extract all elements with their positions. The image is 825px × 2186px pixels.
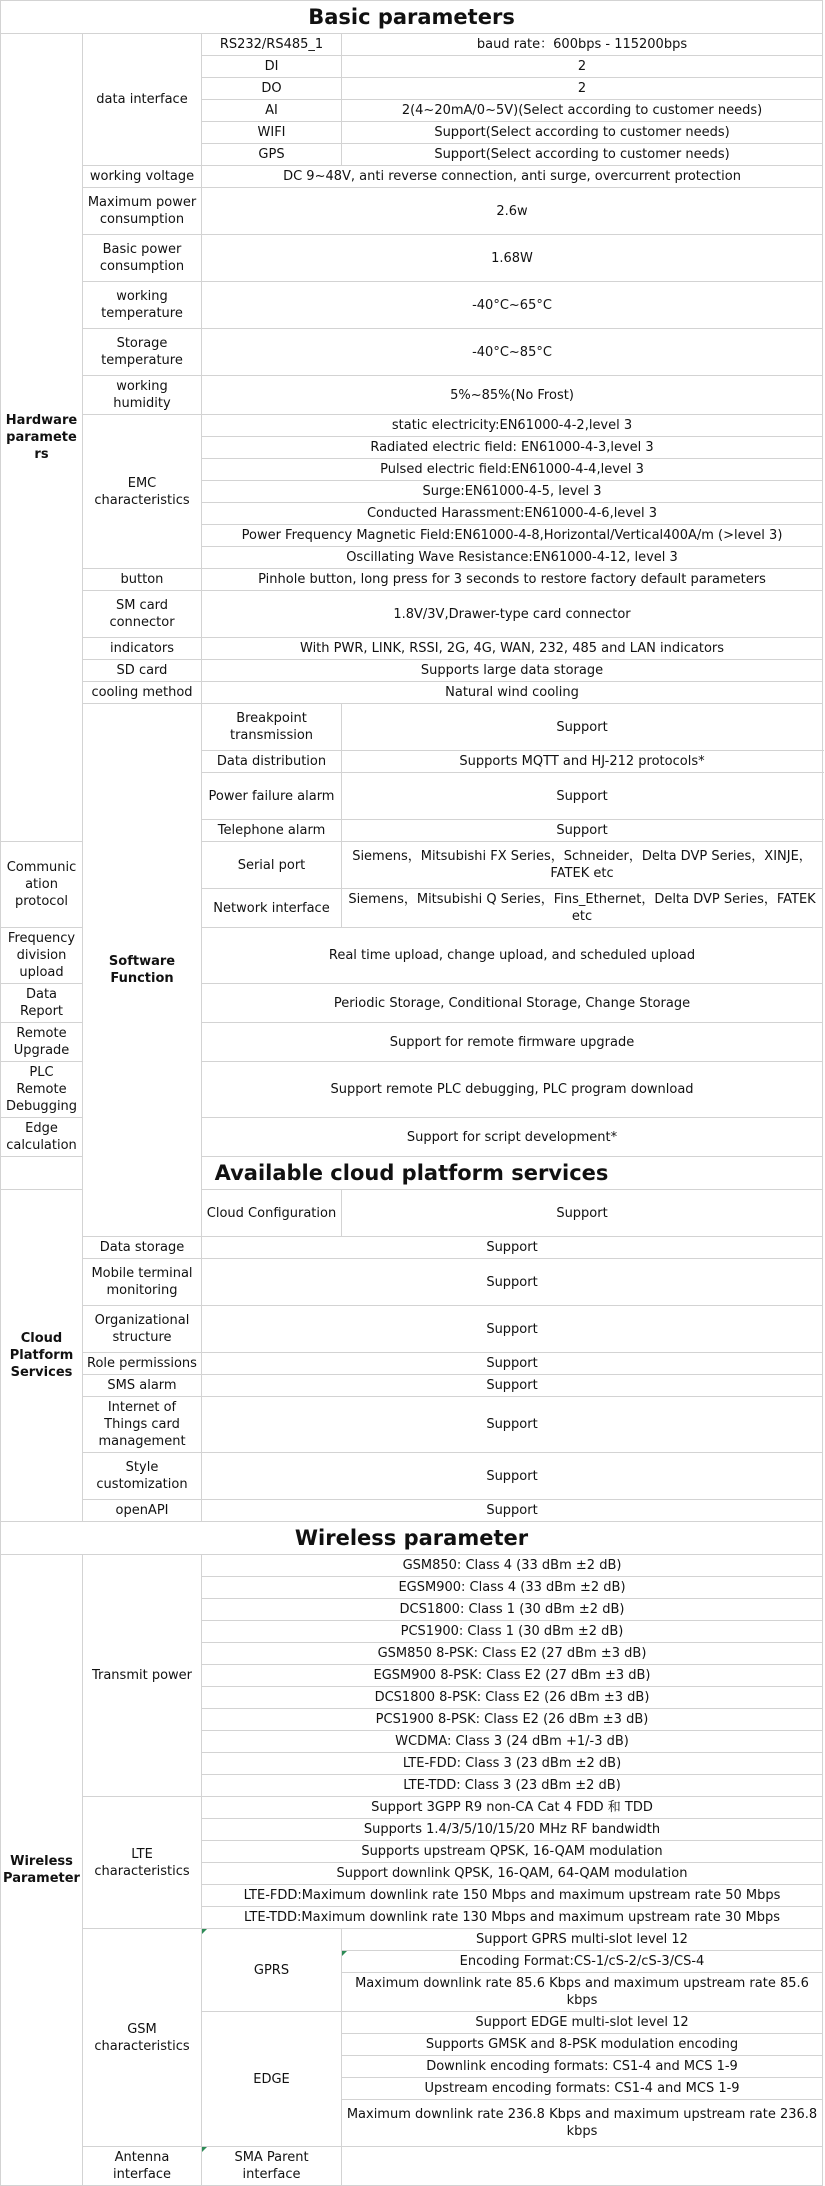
interface-name: RS232/RS485_1 bbox=[202, 34, 342, 56]
row-value: Support bbox=[342, 1190, 823, 1237]
category-wireless: Wireless Parameter bbox=[1, 1555, 83, 2186]
interface-name: AI bbox=[202, 100, 342, 122]
emc-value: Radiated electric field: EN61000-4-3,level 3 bbox=[202, 437, 823, 459]
interface-name: DI bbox=[202, 56, 342, 78]
row-label: Antenna interface bbox=[83, 2147, 202, 2186]
table-row bbox=[1, 188, 823, 235]
row-value: Support for remote firmware upgrade bbox=[202, 1023, 823, 1062]
table-row bbox=[1, 1555, 823, 1577]
row-value: Pinhole button, long press for 3 seconds to restore factory default parameters bbox=[202, 569, 823, 591]
row-label: working temperature bbox=[83, 282, 202, 329]
row-value: With PWR, LINK, RSSI, 2G, 4G, WAN, 232, 485 and LAN indicators bbox=[202, 638, 823, 660]
row-label: Data storage bbox=[83, 1237, 202, 1259]
category-hardware: Hardware parameters bbox=[1, 34, 83, 842]
table-row bbox=[1, 235, 823, 282]
emc-value: Surge:EN61000-4-5, level 3 bbox=[202, 481, 823, 503]
row-value: Support bbox=[202, 1500, 823, 1522]
row-label-data-interface: data interface bbox=[83, 34, 202, 166]
section-header-row bbox=[1, 1, 823, 34]
table-row bbox=[1, 1397, 823, 1453]
emc-value: Pulsed electric field:EN61000-4-4,level 3 bbox=[202, 459, 823, 481]
row-value: Support bbox=[202, 1237, 823, 1259]
row-label: SD card bbox=[83, 660, 202, 682]
row-value: Supports MQTT and HJ-212 protocols* bbox=[342, 751, 823, 773]
protocol-network-label: Network interface bbox=[202, 889, 342, 928]
table-row bbox=[1, 1306, 823, 1353]
row-label: working humidity bbox=[83, 376, 202, 415]
interface-value: Support(Select according to customer needs) bbox=[342, 122, 823, 144]
table-row bbox=[1, 1375, 823, 1397]
row-value: Support bbox=[342, 820, 823, 842]
row-label: SM card connector bbox=[83, 591, 202, 638]
table-row bbox=[1, 376, 823, 415]
row-label: Role permissions bbox=[83, 1353, 202, 1375]
row-value: Real time upload, change upload, and scheduled upload bbox=[202, 928, 823, 984]
antenna-value: SMA Parent interface bbox=[202, 2147, 342, 2186]
category-software: Software Function bbox=[83, 704, 202, 1237]
edge-value: Downlink encoding formats: CS1-4 and MCS 1-9 bbox=[342, 2056, 823, 2078]
transmit-value: EGSM900: Class 4 (33 dBm ±2 dB) bbox=[202, 1577, 823, 1599]
interface-value: 2 bbox=[342, 78, 823, 100]
table-row bbox=[1, 1353, 823, 1375]
row-value: Support for script development* bbox=[202, 1118, 823, 1157]
section-header-row bbox=[1, 1522, 823, 1555]
table-row bbox=[1, 1797, 823, 1819]
row-label: openAPI bbox=[83, 1500, 202, 1522]
antenna-blank bbox=[342, 2147, 823, 2186]
row-value: -40°C~65°C bbox=[202, 282, 823, 329]
emc-value: Oscillating Wave Resistance:EN61000-4-12, level 3 bbox=[202, 547, 823, 569]
row-label: SMS alarm bbox=[83, 1375, 202, 1397]
row-label: Data Report bbox=[1, 984, 83, 1023]
row-value: Periodic Storage, Conditional Storage, Change Storage bbox=[202, 984, 823, 1023]
row-value: 1.68W bbox=[202, 235, 823, 282]
edge-value: Upstream encoding formats: CS1-4 and MCS 1-9 bbox=[342, 2078, 823, 2100]
row-value: -40°C~85°C bbox=[202, 329, 823, 376]
table-row bbox=[1, 1259, 823, 1306]
lte-value: Supports upstream QPSK, 16-QAM modulation bbox=[202, 1841, 823, 1863]
row-value: Support bbox=[202, 1259, 823, 1306]
section-header-row bbox=[1, 1157, 823, 1190]
row-label: Style customization bbox=[83, 1453, 202, 1500]
row-label-protocol: Communication protocol bbox=[1, 842, 83, 928]
row-label: indicators bbox=[83, 638, 202, 660]
row-label: Organizational structure bbox=[83, 1306, 202, 1353]
gprs-label: GPRS bbox=[202, 1929, 342, 2012]
transmit-value: LTE-FDD: Class 3 (23 dBm ±2 dB) bbox=[202, 1753, 823, 1775]
row-label: Power failure alarm bbox=[202, 773, 342, 820]
table-row bbox=[1, 704, 823, 751]
gprs-value: Support GPRS multi-slot level 12 bbox=[342, 1929, 823, 1951]
table-row bbox=[1, 329, 823, 376]
table-row bbox=[1, 415, 823, 437]
table-row bbox=[1, 660, 823, 682]
row-value: Support bbox=[342, 704, 823, 751]
row-value: Support bbox=[342, 773, 823, 820]
lte-value: LTE-TDD:Maximum downlink rate 130 Mbps and maximum upstream rate 30 Mbps bbox=[202, 1907, 823, 1929]
row-label: button bbox=[83, 569, 202, 591]
emc-value: static electricity:EN61000-4-2,level 3 bbox=[202, 415, 823, 437]
protocol-serial-label: Serial port bbox=[202, 842, 342, 889]
interface-value: 2 bbox=[342, 56, 823, 78]
row-label-lte: LTE characteristics bbox=[83, 1797, 202, 1929]
edge-value: Supports GMSK and 8-PSK modulation encoding bbox=[342, 2034, 823, 2056]
row-label: Storage temperature bbox=[83, 329, 202, 376]
row-value: Support bbox=[202, 1353, 823, 1375]
lte-value: Supports 1.4/3/5/10/15/20 MHz RF bandwidth bbox=[202, 1819, 823, 1841]
row-label: Frequency division upload bbox=[1, 928, 83, 984]
transmit-value: DCS1800: Class 1 (30 dBm ±2 dB) bbox=[202, 1599, 823, 1621]
gprs-value: Maximum downlink rate 85.6 Kbps and maximum upstream rate 85.6 kbps bbox=[342, 1973, 823, 2012]
transmit-value: DCS1800 8-PSK: Class E2 (26 dBm ±3 dB) bbox=[202, 1687, 823, 1709]
emc-value: Conducted Harassment:EN61000-4-6,level 3 bbox=[202, 503, 823, 525]
row-label-emc: EMC characteristics bbox=[83, 415, 202, 569]
row-label: Edge calculation bbox=[1, 1118, 83, 1157]
row-label: Internet of Things card management bbox=[83, 1397, 202, 1453]
row-value: DC 9~48V, anti reverse connection, anti surge, overcurrent protection bbox=[202, 166, 823, 188]
emc-value: Power Frequency Magnetic Field:EN61000-4-8,Horizontal/Vertical400A/m (>level 3) bbox=[202, 525, 823, 547]
lte-value: Support 3GPP R9 non-CA Cat 4 FDD 和 TDD bbox=[202, 1797, 823, 1819]
transmit-value: GSM850 8-PSK: Class E2 (27 dBm ±3 dB) bbox=[202, 1643, 823, 1665]
table-row bbox=[1, 569, 823, 591]
transmit-value: LTE-TDD: Class 3 (23 dBm ±2 dB) bbox=[202, 1775, 823, 1797]
table-row bbox=[1, 638, 823, 660]
interface-value: Support(Select according to customer needs) bbox=[342, 144, 823, 166]
table-row bbox=[1, 591, 823, 638]
category-cloud: Cloud Platform Services bbox=[1, 1190, 83, 1522]
row-label: Data distribution bbox=[202, 751, 342, 773]
row-value: 5%~85%(No Frost) bbox=[202, 376, 823, 415]
row-label: working voltage bbox=[83, 166, 202, 188]
row-value: Natural wind cooling bbox=[202, 682, 823, 704]
transmit-value: PCS1900: Class 1 (30 dBm ±2 dB) bbox=[202, 1621, 823, 1643]
interface-value: 2(4~20mA/0~5V)(Select according to customer needs) bbox=[342, 100, 823, 122]
row-label: Cloud Configuration bbox=[202, 1190, 342, 1237]
row-value: Supports large data storage bbox=[202, 660, 823, 682]
table-row bbox=[1, 34, 823, 56]
section-title-wireless: Wireless parameter bbox=[1, 1522, 823, 1555]
table-row bbox=[1, 282, 823, 329]
row-value: 2.6w bbox=[202, 188, 823, 235]
table-row bbox=[1, 1453, 823, 1500]
gprs-value: Encoding Format:CS-1/cS-2/cS-3/CS-4 bbox=[342, 1951, 823, 1973]
section-title-basic: Basic parameters bbox=[1, 1, 823, 34]
interface-name: GPS bbox=[202, 144, 342, 166]
row-value: Support bbox=[202, 1397, 823, 1453]
row-label-transmit: Transmit power bbox=[83, 1555, 202, 1797]
edge-label: EDGE bbox=[202, 2012, 342, 2147]
row-label: Breakpoint transmission bbox=[202, 704, 342, 751]
table-row bbox=[1, 166, 823, 188]
section-title-cloud: Available cloud platform services bbox=[1, 1157, 823, 1190]
lte-value: Support downlink QPSK, 16-QAM, 64-QAM modulation bbox=[202, 1863, 823, 1885]
row-label: Mobile terminal monitoring bbox=[83, 1259, 202, 1306]
protocol-serial-value: Siemens，Mitsubishi FX Series，Schneider，Delta DVP Series，XINJE，FATEK etc bbox=[342, 842, 823, 889]
row-label: cooling method bbox=[83, 682, 202, 704]
interface-value: baud rate：600bps - 115200bps bbox=[342, 34, 823, 56]
row-label: Basic power consumption bbox=[83, 235, 202, 282]
row-label: Telephone alarm bbox=[202, 820, 342, 842]
transmit-value: PCS1900 8-PSK: Class E2 (26 dBm ±3 dB) bbox=[202, 1709, 823, 1731]
interface-name: WIFI bbox=[202, 122, 342, 144]
row-value: Support bbox=[202, 1375, 823, 1397]
row-label-gsm: GSM characteristics bbox=[83, 1929, 202, 2147]
transmit-value: GSM850: Class 4 (33 dBm ±2 dB) bbox=[202, 1555, 823, 1577]
table-row bbox=[1, 1237, 823, 1259]
transmit-value: EGSM900 8-PSK: Class E2 (27 dBm ±3 dB) bbox=[202, 1665, 823, 1687]
edge-value: Support EDGE multi-slot level 12 bbox=[342, 2012, 823, 2034]
row-value: Support bbox=[202, 1453, 823, 1500]
table-row bbox=[1, 1500, 823, 1522]
edge-value: Maximum downlink rate 236.8 Kbps and maximum upstream rate 236.8 kbps bbox=[342, 2100, 823, 2147]
protocol-network-value: Siemens，Mitsubishi Q Series，Fins_Ethernet，Delta DVP Series，FATEK etc bbox=[342, 889, 823, 928]
interface-name: DO bbox=[202, 78, 342, 100]
row-value: Support remote PLC debugging, PLC program download bbox=[202, 1062, 823, 1118]
table-row bbox=[1, 682, 823, 704]
row-value: Support bbox=[202, 1306, 823, 1353]
lte-value: LTE-FDD:Maximum downlink rate 150 Mbps and maximum upstream rate 50 Mbps bbox=[202, 1885, 823, 1907]
row-label: Maximum power consumption bbox=[83, 188, 202, 235]
table-row bbox=[1, 2147, 823, 2186]
table-row bbox=[1, 1929, 823, 1951]
transmit-value: WCDMA: Class 3 (24 dBm +1/-3 dB) bbox=[202, 1731, 823, 1753]
row-label: Remote Upgrade bbox=[1, 1023, 83, 1062]
row-label: PLC Remote Debugging bbox=[1, 1062, 83, 1118]
row-value: 1.8V/3V,Drawer-type card connector bbox=[202, 591, 823, 638]
